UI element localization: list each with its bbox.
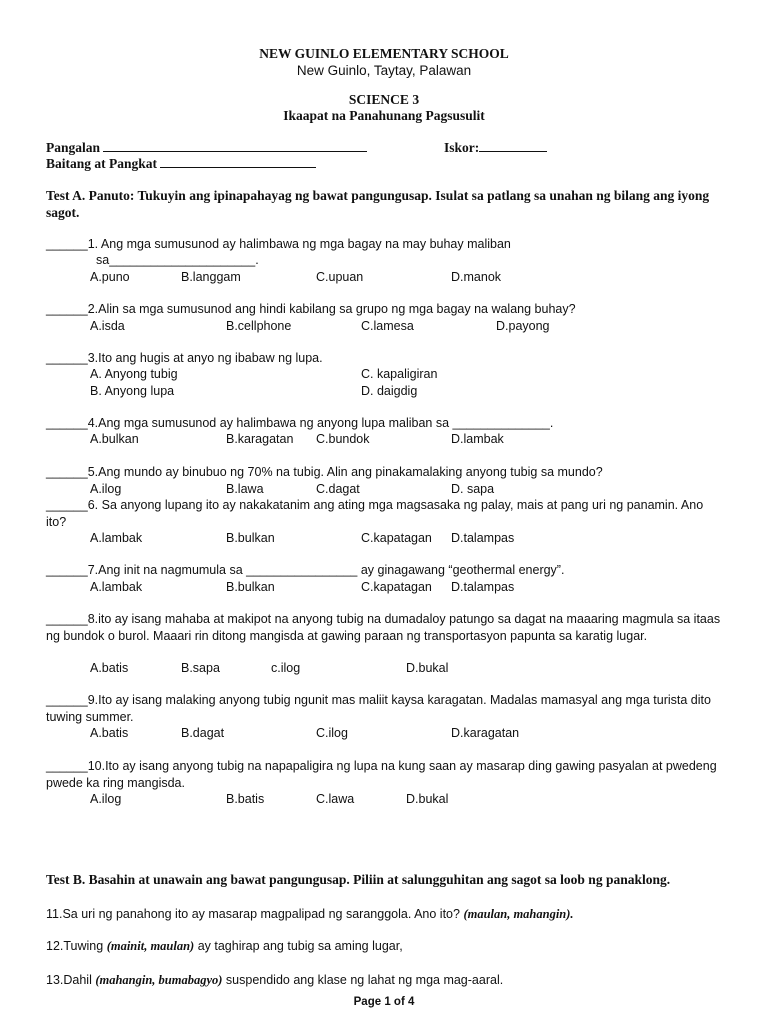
q7-option-d: D.talampas — [451, 580, 515, 594]
q7-option-c: C.kapatagan — [361, 580, 432, 594]
question-11 — [46, 906, 722, 923]
question-13 — [46, 972, 722, 989]
name-blank[interactable] — [103, 140, 367, 152]
q5-option-c: C.dagat — [316, 482, 360, 496]
name-label: Pangalan — [46, 140, 101, 155]
q5-option-b: B.lawa — [226, 482, 264, 496]
q9-option-d: D.karagatan — [451, 726, 520, 740]
q9-option-c: C.ilog — [316, 726, 348, 740]
q3-option-a: A. Anyong tubig — [90, 367, 178, 381]
name-field — [46, 140, 367, 157]
subject-title: SCIENCE 3 — [348, 92, 420, 107]
q2-option-c: C.lamesa — [361, 319, 414, 333]
score-field — [444, 140, 547, 157]
test-a-instruction: Test A. Panuto: Tukuyin ang ipinapahayag ng bawat pangungusap. Isulat sa patlang sa unahan ng bilang ang iyong sagot. — [46, 188, 710, 220]
page-number: Page 1 of 4 — [353, 996, 415, 1008]
q10-option-d: D.bukal — [406, 792, 449, 806]
question-4: ______4.Ang mga sumusunod ay halimbawa ng anyong lupa maliban sa ______________. — [46, 416, 554, 430]
q6-option-b: B.bulkan — [226, 531, 275, 545]
score-blank[interactable] — [479, 140, 547, 152]
q5-option-a: A.ilog — [90, 482, 122, 496]
question-1-continuation: sa_____________________. — [96, 253, 259, 267]
q6-option-d: D.talampas — [451, 531, 515, 545]
question-8: ______8.ito ay isang mahaba at makipot na anyong tubig na dumadaloy patungo sa dagat na maaaring magmula sa itaas ng bundok o burol. Maaari rin ditong mangisda at gawing paraan ng transportasyon papunta sa karatig lugar. — [46, 612, 721, 643]
question-5: ______5.Ang mundo ay binubuo ng 70% na tubig. Alin ang pinakamalaking anyong tubig sa mundo? — [46, 465, 603, 479]
q2-option-b: B.cellphone — [226, 319, 292, 333]
q13-text: 13.Dahil — [46, 973, 96, 987]
q13-choices[interactable]: (mahangin, bumabagyo) — [95, 973, 223, 987]
school-location: New Guinlo, Taytay, Palawan — [296, 63, 472, 78]
grade-blank[interactable] — [160, 156, 316, 168]
q9-option-b: B.dagat — [181, 726, 225, 740]
question-12 — [46, 938, 722, 955]
school-name: NEW GUINLO ELEMENTARY SCHOOL — [259, 46, 509, 61]
q8-option-a: A.batis — [90, 661, 129, 675]
q3-option-c: C. kapaligiran — [361, 367, 438, 381]
q12-text: 12.Tuwing — [46, 939, 107, 953]
q1-option-d: D.manok — [451, 270, 502, 284]
exam-title: Ikaapat na Panahunang Pagsusulit — [283, 108, 485, 123]
question-7: ______7.Ang init na nagmumula sa ________________ ay ginagawang “geothermal energy”. — [46, 563, 565, 577]
q5-option-d: D. sapa — [451, 482, 495, 496]
q12-post: ay taghirap ang tubig sa aming lugar, — [194, 939, 403, 953]
q4-option-b: B.karagatan — [226, 432, 294, 446]
question-10: ______10.Ito ay isang anyong tubig na napapaligira ng lupa na kung saan ay masarap ding gawing pasyalan at pwedeng pwede ka ring mangisda. — [46, 759, 717, 790]
q7-option-a: A.lambak — [90, 580, 143, 594]
q11-choices[interactable]: (maulan, mahangin). — [463, 907, 574, 921]
q8-option-c: c.ilog — [271, 661, 301, 675]
q1-option-a: A.puno — [90, 270, 130, 284]
q12-choices[interactable]: (mainit, maulan) — [106, 939, 195, 953]
q4-option-a: A.bulkan — [90, 432, 139, 446]
q2-option-d: D.payong — [496, 319, 550, 333]
question-3: ______3.Ito ang hugis at anyo ng ibabaw ng lupa. — [46, 351, 323, 365]
q6-option-c: C.kapatagan — [361, 531, 432, 545]
q3-option-b: B. Anyong lupa — [90, 384, 175, 398]
test-b-instruction: Test B. Basahin at unawain ang bawat pangungusap. Piliin at salungguhitan ang sagot sa loob ng panaklong. — [46, 872, 671, 887]
question-6: ______6. Sa anyong lupang ito ay nakakatanim ang ating mga magsasaka ng palay, mais at pang uri ng panamin. Ano ito? — [46, 498, 704, 529]
grade-label: Baitang at Pangkat — [46, 156, 158, 171]
q1-option-c: C.upuan — [316, 270, 364, 284]
score-label: Iskor: — [444, 140, 480, 155]
q11-text: 11.Sa uri ng panahong ito ay masarap magpalipad ng saranggola. Ano ito? — [46, 907, 464, 921]
question-2: ______2.Alin sa mga sumusunod ang hindi kabilang sa grupo ng mga bagay na walang buhay? — [46, 302, 576, 316]
q6-option-a: A.lambak — [90, 531, 143, 545]
q13-post: suspendido ang klase ng lahat ng mga mag-aaral. — [222, 973, 504, 987]
q8-option-d: D.bukal — [406, 661, 449, 675]
q4-option-d: D.lambak — [451, 432, 504, 446]
q10-option-b: B.batis — [226, 792, 265, 806]
grade-field — [46, 156, 316, 173]
question-1: ______1. Ang mga sumusunod ay halimbawa ng mga bagay na may buhay maliban — [46, 237, 511, 251]
q4-option-c: C.bundok — [316, 432, 370, 446]
q2-option-a: A.isda — [90, 319, 125, 333]
q1-option-b: B.langgam — [181, 270, 241, 284]
q10-option-a: A.ilog — [90, 792, 122, 806]
q8-option-b: B.sapa — [181, 661, 220, 675]
q3-option-d: D. daigdig — [361, 384, 418, 398]
question-9: ______9.Ito ay isang malaking anyong tubig ngunit mas maliit kaysa karagatan. Madalas mamasyal ang mga turista dito tuwing summer. — [46, 693, 711, 724]
q10-option-c: C.lawa — [316, 792, 355, 806]
q9-option-a: A.batis — [90, 726, 129, 740]
q7-option-b: B.bulkan — [226, 580, 275, 594]
